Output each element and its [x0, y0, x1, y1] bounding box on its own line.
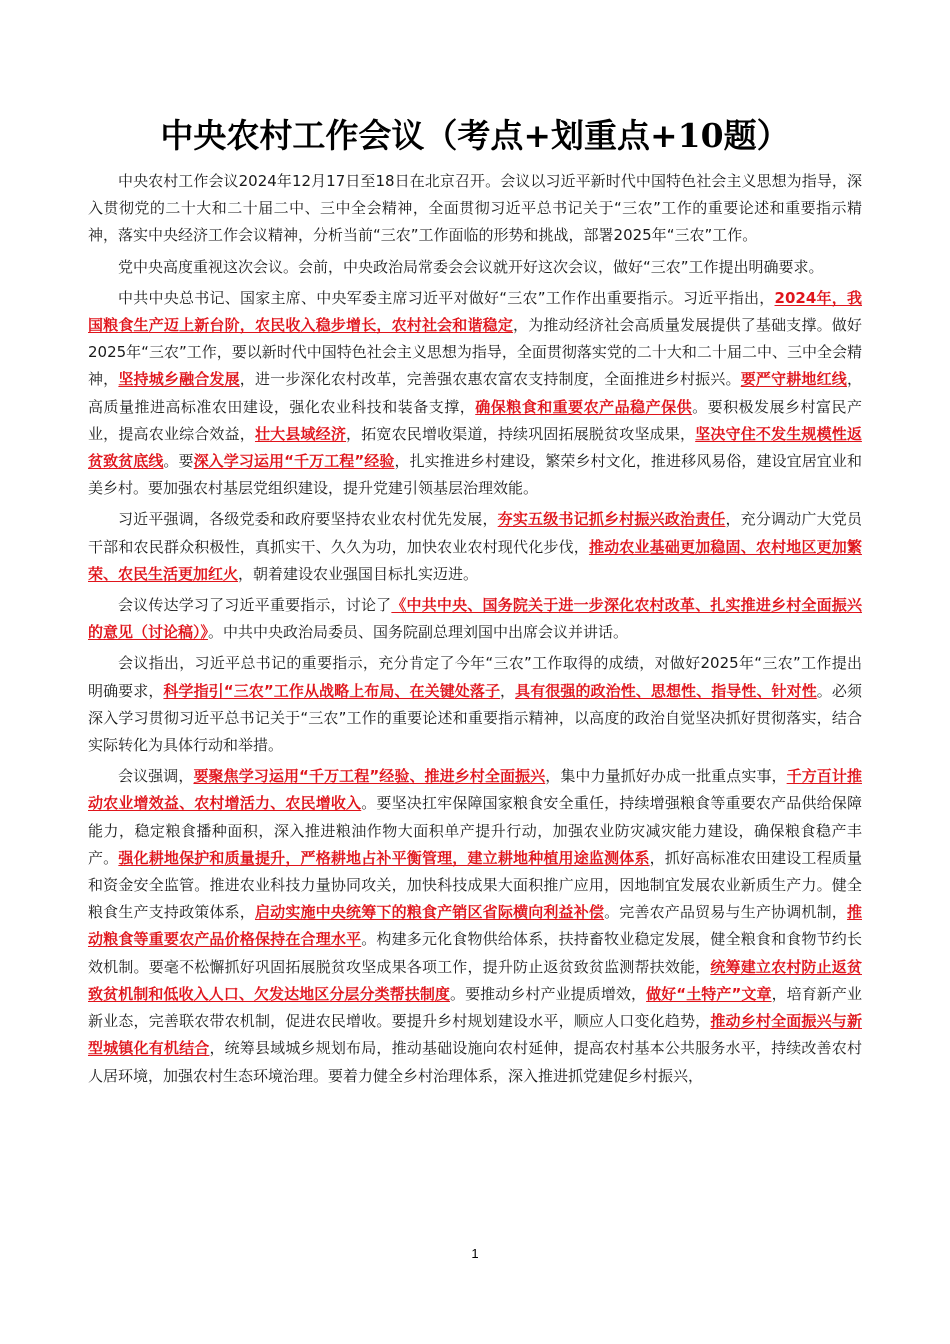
text-run: 。中共中央政治局委员、国务院副总理刘国中出席会议并讲话。	[208, 623, 629, 642]
text-run: 会议指出，习近平总书记的重要指示，充分肯定了今年“三农”工作取得的成绩，对做好2025年“三农”工作提出明确要求，	[88, 654, 862, 700]
key-point-highlight: 统筹建立农村防止返贫致贫机制和低收入人口、欠发达地区分层分类帮扶制度	[88, 957, 862, 1003]
text-run: ，培育新产业新业态，完善联农带农机制，促进农民增收。要提升乡村规划建设水平，顺应人口变化趋势，	[88, 984, 862, 1031]
text-run: ，朝着建设农业强国目标扎实迈进。	[238, 564, 479, 583]
key-point-highlight: 具有很强的政治性、思想性、指导性、针对性	[515, 681, 817, 700]
text-run: 中共中央总书记、国家主席、中央军委主席习近平对做好“三农”工作作出重要指示。习近平指出，	[118, 288, 775, 307]
paragraph	[88, 254, 862, 281]
key-point-highlight: 2024年，我国粮食生产迈上新台阶，农民收入稳步增长，农村社会和谐稳定	[88, 288, 863, 335]
text-run: ，拓宽农民增收渠道，持续巩固拓展脱贫攻坚成果，	[346, 424, 696, 443]
key-point-highlight: 坚决守住不发生规模性返贫致贫底线	[88, 424, 862, 471]
paragraph	[88, 285, 862, 503]
text-run: 。必须深入学习贯彻习近平总书记关于“三农”工作的重要论述和重要指示精神，以高度的政治自觉坚决抓好贯彻落实，结合实际转化为具体行动和举措。	[88, 681, 862, 755]
paragraph	[88, 168, 862, 250]
key-point-highlight: 壮大县域经济	[254, 424, 347, 443]
text-run: 党中央高度重视这次会议。会前，中央政治局常委会会议就开好这次会议，做好“三农”工作提出明确要求。	[118, 257, 824, 276]
paragraph	[88, 592, 862, 646]
page-title: 中央农村工作会议（考点+划重点+10题）	[160, 116, 790, 155]
text-run: 。完善农产品贸易与生产协调机制，	[604, 903, 847, 922]
text-run: ，集中力量抓好办成一批重点实事，	[545, 767, 787, 786]
key-point-highlight: 做好“土特产”文章	[646, 984, 772, 1003]
key-point-highlight: 千方百计推动农业增效益、农村增活力、农民增收入	[88, 767, 862, 813]
text-run: 会议传达学习了习近平重要指示，讨论了	[118, 596, 392, 615]
text-run: ，统筹县域城乡规划布局，推动基础设施向农村延伸，提高农村基本公共服务水平，持续改善农村人居环境，加强农村生态环境治理。要着力健全乡村治理体系，深入推进抓党建促乡村振兴，	[88, 1039, 862, 1085]
key-point-highlight: 《中共中央、国务院关于进一步深化农村改革、扎实推进乡村全面振兴的意见（讨论稿）》	[88, 596, 862, 642]
paragraph	[88, 763, 862, 1089]
text-run: 。要积极发展乡村富民产业，提高农业综合效益，	[88, 397, 862, 443]
text-run: 。构建多元化食物供给体系，扶持畜牧业稳定发展，健全粮食和食物节约长效机制。要毫不松懈抓好巩固拓展脱贫攻坚成果各项工作，提升防止返贫致贫监测帮扶效能，	[88, 930, 862, 976]
key-point-highlight: 要聚焦学习运用“千万工程”经验、推进乡村全面振兴	[193, 767, 546, 786]
text-run: 中央农村工作会议2024年12月17日至18日在北京召开。会议以习近平新时代中国特色社会主义思想为指导，深入贯彻党的二十大和二十届二中、三中全会精神，全面贯彻习近平总书记关于“三农”工作的重要论述和重要指示精神，落实中央经济工作会议精神，分析当前“三农”工作面临的形势和挑战，部署2025年“三农”工作。	[88, 172, 862, 245]
text-run: ，抓好高标准农田建设工程质量和资金安全监管。推进农业科技力量协同攻关，加快科技成果大面积推广应用，因地制宜发展农业新质生产力。健全粮食生产支持政策体系，	[88, 848, 862, 922]
key-point-highlight: 确保粮食和重要农产品稳产保供	[475, 397, 693, 416]
text-run: 。要推动乡村产业提质增效，	[450, 984, 647, 1003]
key-point-highlight: 推动农业基础更加稳固、农村地区更加繁荣、农民生活更加红火	[88, 537, 862, 583]
text-run: 会议强调，	[118, 767, 194, 786]
text-run: ，	[500, 681, 516, 700]
text-run: ，扎实推进乡村建设，繁荣乡村文化，推进移风易俗，建设宜居宜业和美乡村。要加强农村基层党组织建设，提升党建引领基层治理效能。	[88, 452, 862, 498]
key-point-highlight: 启动实施中央统筹下的粮食产销区省际横向利益补偿	[254, 903, 605, 922]
text-run: ，进一步深化农村改革，完善强农惠农富农支持制度，全面推进乡村振兴。	[239, 370, 741, 389]
key-point-highlight: 坚持城乡融合发展	[118, 370, 240, 389]
text-run: 。要	[163, 452, 194, 471]
text-run: 习近平强调，各级党委和政府要坚持农业农村优先发展，	[118, 510, 498, 529]
key-point-highlight: 夯实五级书记抓乡村振兴政治责任	[497, 510, 726, 529]
key-point-highlight: 科学指引“三农”工作从战略上布局、在关键处落子	[163, 681, 501, 700]
key-point-highlight: 推动乡村全面振兴与新型城镇化有机结合	[88, 1012, 862, 1058]
text-run: ，高质量推进高标准农田建设，强化农业科技和装备支撑，	[88, 370, 862, 416]
document-body	[88, 168, 862, 1094]
text-run: ，充分调动广大党员干部和农民群众积极性，真抓实干、久久为功，加快农业农村现代化步伐，	[88, 510, 862, 556]
key-point-highlight: 强化耕地保护和质量提升，严格耕地占补平衡管理，建立耕地种植用途监测体系	[118, 848, 650, 867]
key-point-highlight: 要严守耕地红线	[740, 370, 847, 389]
page-number: 1	[471, 1246, 479, 1261]
text-run: ，为推动经济社会高质量发展提供了基础支撑。做好2025年“三农”工作，要以新时代中国特色社会主义思想为指导，全面贯彻落实党的二十大和二十届二中、三中全会精神，	[88, 316, 862, 389]
key-point-highlight: 推动粮食等重要农产品价格保持在合理水平	[88, 903, 862, 949]
text-run: 。要坚决扛牢保障国家粮食安全重任，持续增强粮食等重要农产品供给保障能力，稳定粮食播种面积，深入推进粮油作物大面积单产提升行动，加强农业防灾减灾能力建设，确保粮食稳产丰产。	[88, 794, 862, 867]
key-point-highlight: 深入学习运用“千万工程”经验	[193, 452, 395, 471]
paragraph	[88, 506, 862, 588]
paragraph	[88, 650, 862, 759]
